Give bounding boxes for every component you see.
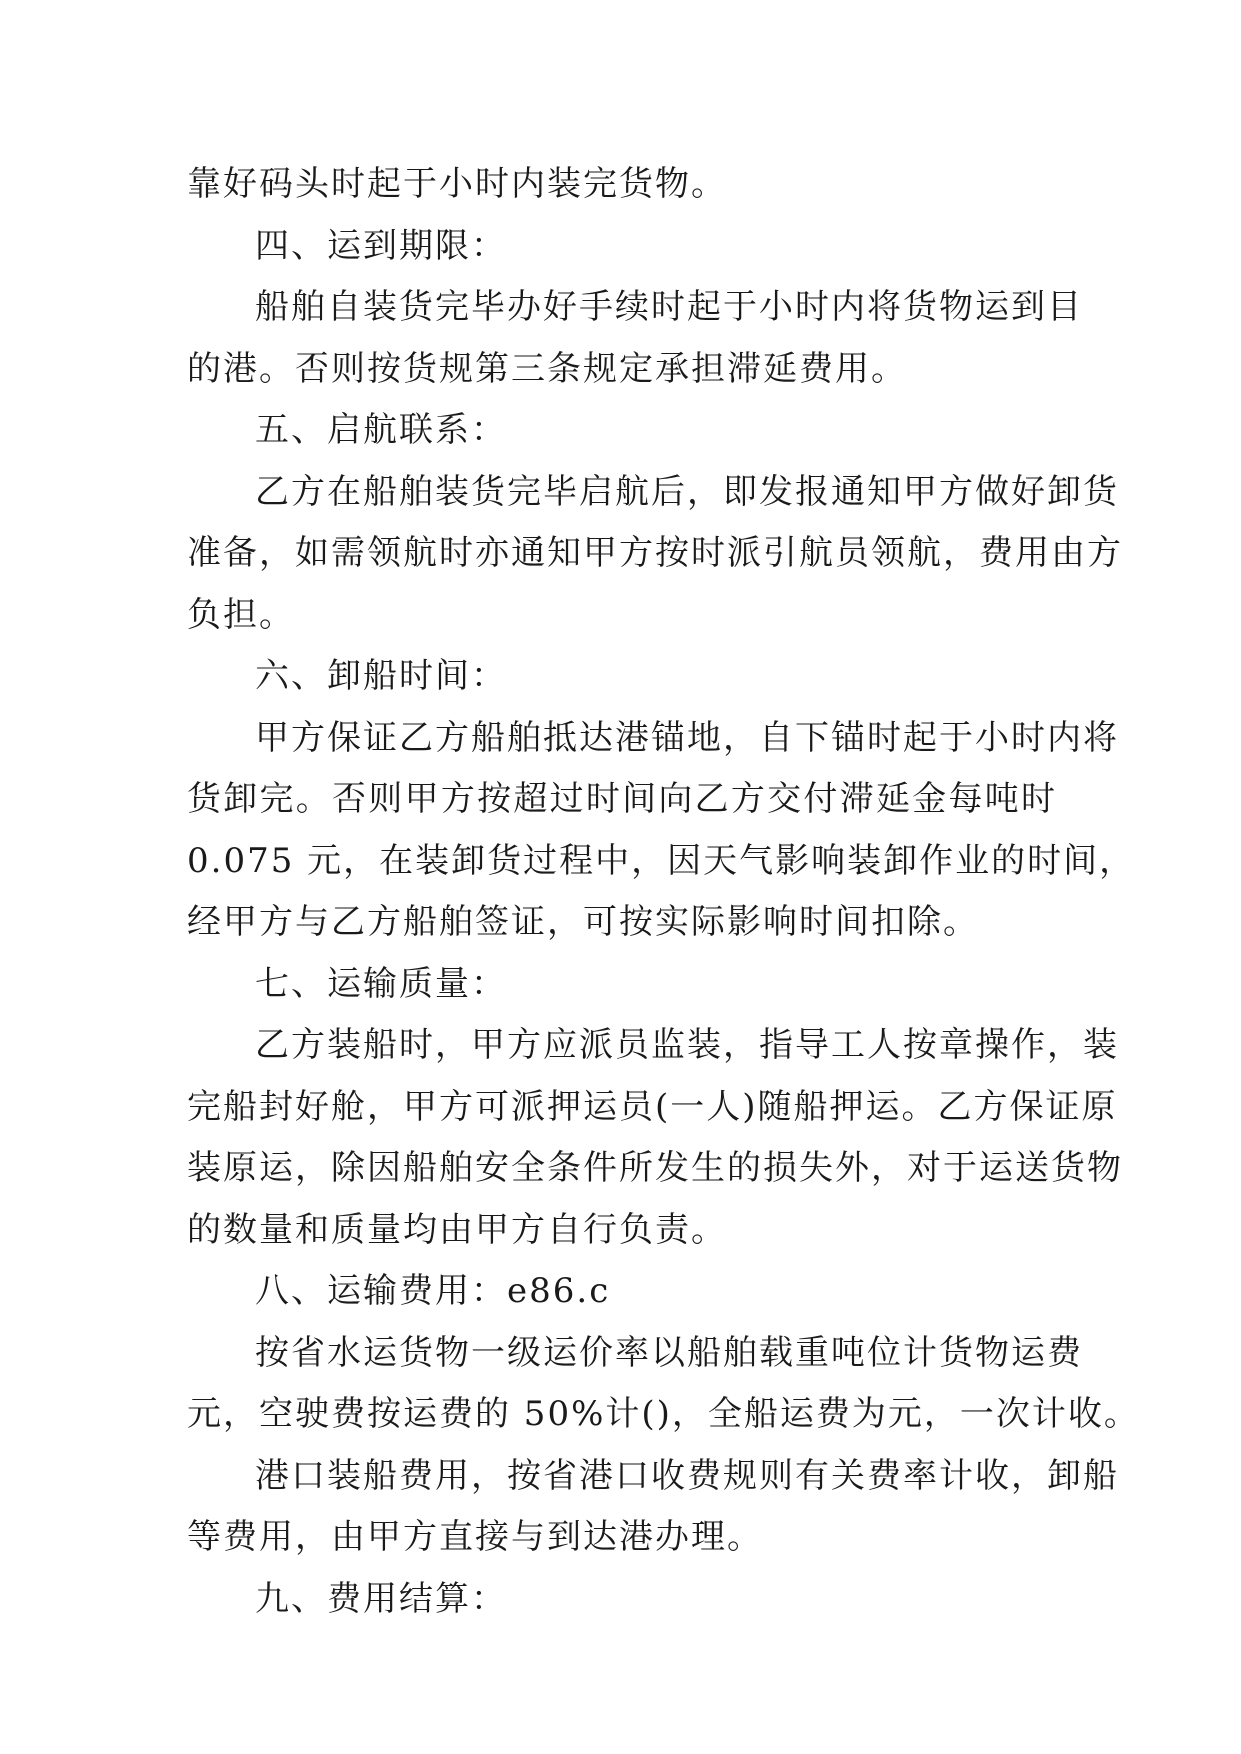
paragraph-line: 船舶自装货完毕办好手续时起于小时内将货物运到目 <box>255 287 1083 327</box>
section-heading-8: 八、运输费用：e86.c <box>255 1271 611 1311</box>
paragraph-line: 货卸完。否则甲方按超过时间向乙方交付滞延金每吨时 <box>187 779 1057 819</box>
section-heading-5: 五、启航联系： <box>255 410 507 450</box>
paragraph-line: 装原运，除因船舶安全条件所发生的损失外，对于运送货物 <box>187 1148 1123 1188</box>
paragraph-line: 靠好码头时起于小时内装完货物。 <box>187 164 727 204</box>
paragraph-line: 港口装船费用，按省港口收费规则有关费率计收，卸船 <box>255 1455 1119 1496</box>
paragraph-line: 甲方保证乙方船舶抵达港锚地，自下锚时起于小时内将 <box>255 717 1119 758</box>
paragraph-line: 完船封好舱，甲方可派押运员(一人)随船押运。乙方保证原 <box>187 1086 1118 1127</box>
section-heading-4: 四、运到期限： <box>255 225 507 266</box>
paragraph-line: 乙方在船舶装货完毕启航后，即发报通知甲方做好卸货 <box>255 471 1119 512</box>
paragraph-line: 元，空驶费按运费的 50%计()，全船运费为元，一次计收。 <box>187 1394 1140 1434</box>
section-heading-6: 六、卸船时间： <box>255 656 507 696</box>
paragraph-line: 准备，如需领航时亦通知甲方按时派引航员领航，费用由方 <box>187 533 1123 573</box>
paragraph-line: 乙方装船时，甲方应派员监装，指导工人按章操作，装 <box>255 1025 1119 1065</box>
paragraph-line: 的数量和质量均由甲方自行负责。 <box>187 1209 727 1250</box>
paragraph-line: 的港。否则按货规第三条规定承担滞延费用。 <box>187 348 907 389</box>
paragraph-line: 经甲方与乙方船舶签证，可按实际影响时间扣除。 <box>187 902 979 942</box>
document-body <box>187 154 1140 1630</box>
section-heading-7: 七、运输质量： <box>255 963 507 1004</box>
paragraph-line: 负担。 <box>187 594 295 635</box>
paragraph-line: 等费用，由甲方直接与到达港办理。 <box>187 1517 763 1557</box>
paragraph-line: 按省水运货物一级运价率以船舶载重吨位计货物运费 <box>255 1332 1083 1373</box>
paragraph-line: 0.075 元，在装卸货过程中，因天气影响装卸作业的时间， <box>187 840 1136 881</box>
section-heading-9: 九、费用结算： <box>255 1578 507 1619</box>
